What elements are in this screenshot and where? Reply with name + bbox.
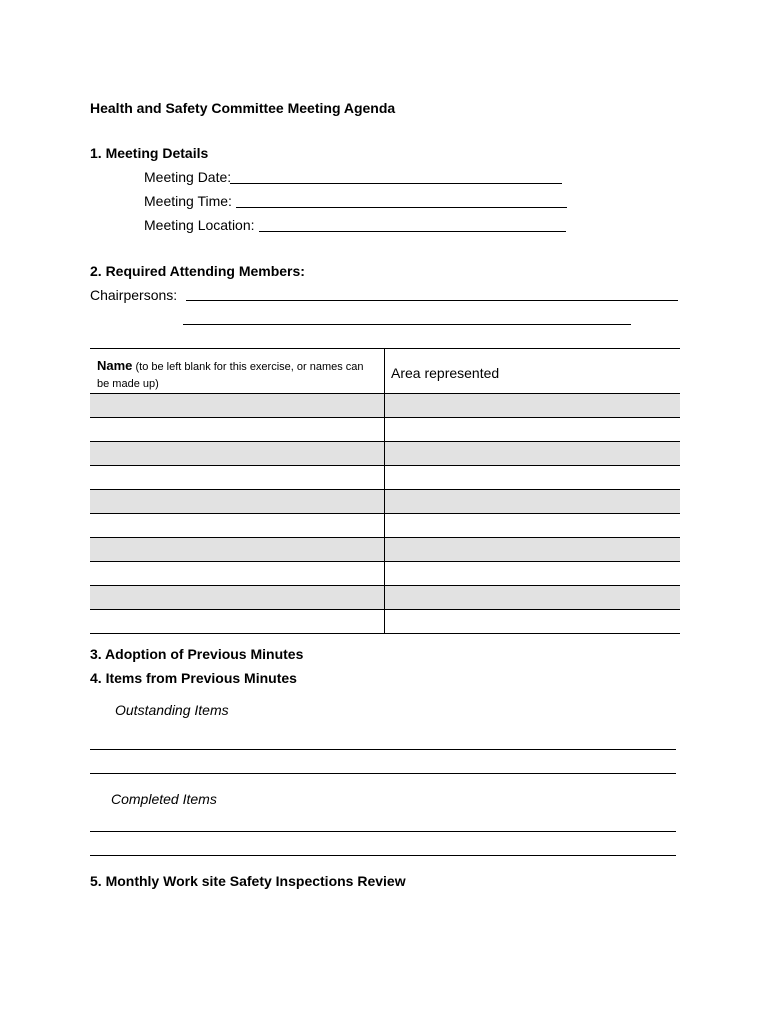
table-row xyxy=(90,466,680,490)
area-cell[interactable] xyxy=(385,418,681,442)
table-row xyxy=(90,418,680,442)
area-cell[interactable] xyxy=(385,586,681,610)
chairpersons-field-1[interactable] xyxy=(186,300,678,301)
name-cell[interactable] xyxy=(90,514,385,538)
area-cell[interactable] xyxy=(385,490,681,514)
members-table-header xyxy=(90,349,680,394)
meeting-date-label: Meeting Date: xyxy=(144,169,232,185)
outstanding-items-line-2[interactable] xyxy=(90,773,676,774)
section-heading-inspections-review: 5. Monthly Work site Safety Inspections Review xyxy=(90,873,406,889)
name-cell[interactable] xyxy=(90,466,385,490)
name-cell[interactable] xyxy=(90,394,385,418)
name-column-title: Name xyxy=(97,358,133,373)
chairpersons-label: Chairpersons: xyxy=(90,287,178,303)
table-row xyxy=(90,490,680,514)
table-row xyxy=(90,514,680,538)
area-cell[interactable] xyxy=(385,394,681,418)
area-cell[interactable] xyxy=(385,514,681,538)
area-cell[interactable] xyxy=(385,466,681,490)
area-cell[interactable] xyxy=(385,538,681,562)
name-cell[interactable] xyxy=(90,418,385,442)
section-heading-attending-members: 2. Required Attending Members: xyxy=(90,263,305,279)
table-row xyxy=(90,538,680,562)
table-row xyxy=(90,562,680,586)
page-title: Health and Safety Committee Meeting Agenda xyxy=(90,100,396,116)
members-table xyxy=(90,348,680,634)
area-cell[interactable] xyxy=(385,562,681,586)
meeting-date-field[interactable] xyxy=(230,183,562,184)
name-cell[interactable] xyxy=(90,538,385,562)
completed-items-line-1[interactable] xyxy=(90,831,676,832)
completed-items-line-2[interactable] xyxy=(90,855,676,856)
table-row xyxy=(90,586,680,610)
name-cell[interactable] xyxy=(90,490,385,514)
outstanding-items-label: Outstanding Items xyxy=(115,702,229,718)
section-heading-previous-items: 4. Items from Previous Minutes xyxy=(90,670,297,686)
meeting-time-field[interactable] xyxy=(236,207,567,208)
chairpersons-field-2[interactable] xyxy=(183,324,631,325)
area-column-title: Area represented xyxy=(391,365,500,381)
table-row xyxy=(90,394,680,418)
area-cell[interactable] xyxy=(385,442,681,466)
table-row xyxy=(90,442,680,466)
completed-items-label: Completed Items xyxy=(111,791,217,807)
outstanding-items-line-1[interactable] xyxy=(90,749,676,750)
section-heading-meeting-details: 1. Meeting Details xyxy=(90,145,209,161)
name-cell[interactable] xyxy=(90,586,385,610)
table-row xyxy=(90,610,680,634)
section-heading-adoption-minutes: 3. Adoption of Previous Minutes xyxy=(90,646,304,662)
name-column-header xyxy=(90,349,385,394)
name-cell[interactable] xyxy=(90,442,385,466)
meeting-location-field[interactable] xyxy=(259,231,566,232)
name-column-note: (to be left blank for this exercise, or names can be made up) xyxy=(97,361,364,390)
name-cell[interactable] xyxy=(90,610,385,634)
area-cell[interactable] xyxy=(385,610,681,634)
meeting-time-label: Meeting Time: xyxy=(144,193,232,209)
meeting-location-label: Meeting Location: xyxy=(144,217,255,233)
name-cell[interactable] xyxy=(90,562,385,586)
area-column-header xyxy=(385,349,681,394)
